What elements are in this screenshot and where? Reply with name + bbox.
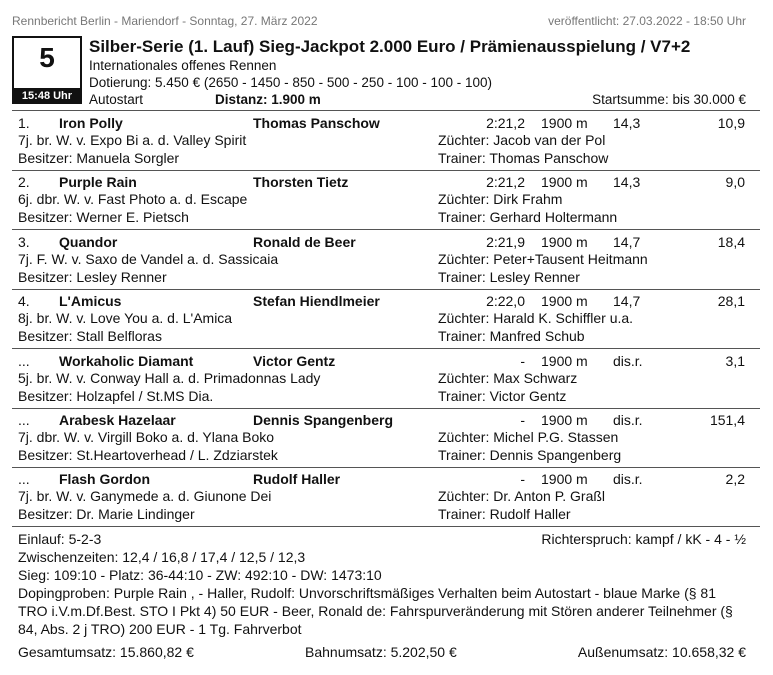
entry-breeder: Züchter: Jacob van der Pol [438, 132, 606, 148]
entry-odds: 18,4 [717, 233, 745, 250]
entry-time: 2:22,0 [486, 293, 525, 310]
dopingproben-line-1: Dopingproben: Purple Rain , - Haller, Rudolf: Unvorschriftsmäßiges Verhalten beim Autostart - blaue Marke (§ 81 [18, 585, 717, 601]
entry-distance: 1900 m [541, 471, 588, 488]
report-header-right: veröffentlicht: 27.03.2022 - 18:50 Uhr [548, 14, 746, 28]
result-entry [12, 111, 760, 170]
entry-owner: Besitzer: Werner E. Pietsch [18, 209, 189, 226]
entry-time: - [520, 471, 525, 488]
richterspruch: Richterspruch: kampf / kK - 4 - ½ [541, 531, 746, 547]
entry-driver: Rudolf Haller [253, 471, 341, 488]
entry-trainer: Trainer: Thomas Panschow [438, 150, 609, 166]
entry-driver: Victor Gentz [253, 352, 336, 369]
entry-driver: Dennis Spangenberg [253, 412, 394, 428]
entry-place: ... [18, 471, 30, 488]
entry-pedigree: 5j. br. W. v. Conway Hall a. d. Primadonnas Lady [18, 369, 321, 386]
entry-odds: 151,4 [709, 412, 745, 428]
entry-distance: 1900 m [541, 293, 588, 310]
entry-km-time: 14,3 [613, 174, 641, 191]
entry-horse: L'Amicus [59, 293, 122, 310]
entry-pedigree: 7j. dbr. W. v. Virgill Boko a. d. Ylana Boko [18, 429, 275, 445]
entry-breeder: Züchter: Dirk Frahm [438, 191, 563, 208]
entry-breeder: Züchter: Dr. Anton P. Graßl [438, 488, 606, 505]
entry-place: 1. [18, 115, 30, 131]
entry-trainer: Trainer: Rudolf Haller [438, 506, 571, 523]
entry-trainer: Trainer: Manfred Schub [438, 328, 585, 345]
entry-place: 3. [18, 233, 30, 250]
entry-breeder: Züchter: Michel P.G. Stassen [438, 429, 619, 445]
entry-horse: Workaholic Diamant [59, 352, 194, 369]
entry-place: ... [18, 352, 30, 369]
race-time: 15:48 Uhr [12, 88, 82, 104]
entry-km-time: dis.r. [613, 352, 643, 369]
entry-driver: Thorsten Tietz [253, 174, 349, 191]
entry-pedigree: 7j. F. W. v. Saxo de Vandel a. d. Sassicaia [18, 250, 279, 267]
result-entry [12, 467, 760, 526]
entry-distance: 1900 m [541, 115, 588, 131]
entry-odds: 3,1 [725, 352, 745, 369]
race-distance: Distanz: 1.900 m [215, 92, 321, 107]
entry-pedigree: 6j. dbr. W. v. Fast Photo a. d. Escape [18, 191, 248, 208]
entry-owner: Besitzer: Manuela Sorgler [18, 150, 180, 166]
result-entry [12, 230, 760, 289]
race-dotierung: Dotierung: 5.450 € (2650 - 1450 - 850 - 500 - 250 - 100 - 100 - 100) [89, 75, 493, 90]
entry-trainer: Trainer: Dennis Spangenberg [438, 447, 622, 463]
entry-pedigree: 8j. br. W. v. Love You a. d. L'Amica [18, 310, 233, 327]
dopingproben-line-2: TRO i.V.m.Df.Best. STO I Pkt 4) 50 EUR - Beer, Ronald de: Fahrspurveränderung mit Stören anderer Teilnehmer (§ [18, 603, 733, 619]
entry-horse: Iron Polly [59, 115, 123, 131]
entry-time: 2:21,9 [486, 233, 525, 250]
entry-horse: Flash Gordon [59, 471, 150, 488]
entry-time: - [520, 412, 525, 428]
race-number-badge [12, 36, 82, 104]
entry-horse: Quandor [59, 233, 118, 250]
race-start-type: Autostart [89, 92, 144, 107]
entry-time: 2:21,2 [486, 115, 525, 131]
entry-distance: 1900 m [541, 233, 588, 250]
result-entry [12, 289, 760, 348]
divider [12, 526, 760, 527]
entry-odds: 9,0 [725, 174, 745, 191]
einlauf: Einlauf: 5-2-3 [18, 531, 102, 547]
race-number: 5 [39, 42, 55, 73]
entry-owner: Besitzer: Stall Belfloras [18, 328, 162, 345]
entry-trainer: Trainer: Lesley Renner [438, 268, 580, 285]
entry-odds: 28,1 [717, 293, 745, 310]
result-entry [12, 349, 760, 408]
entry-km-time: dis.r. [613, 471, 643, 488]
entry-breeder: Züchter: Harald K. Schiffler u.a. [438, 310, 634, 327]
entry-driver: Thomas Panschow [253, 115, 380, 131]
quoten: Sieg: 109:10 - Platz: 36-44:10 - ZW: 492:10 - DW: 1473:10 [18, 567, 382, 583]
entry-km-time: 14,7 [613, 293, 641, 310]
report-header-left: Rennbericht Berlin - Mariendorf - Sonntag, 27. März 2022 [12, 14, 318, 28]
entry-pedigree: 7j. br. W. v. Expo Bi a. d. Valley Spirit [18, 132, 247, 148]
entry-horse: Purple Rain [59, 174, 137, 191]
entry-trainer: Trainer: Victor Gentz [438, 387, 567, 404]
entry-place: 2. [18, 174, 30, 191]
entry-owner: Besitzer: Dr. Marie Lindinger [18, 506, 195, 523]
zwischenzeiten: Zwischenzeiten: 12,4 / 16,8 / 17,4 / 12,5 / 12,3 [18, 549, 306, 565]
race-type: Internationales offenes Rennen [89, 58, 277, 73]
entry-horse: Arabesk Hazelaar [59, 412, 176, 428]
entry-breeder: Züchter: Max Schwarz [438, 369, 578, 386]
entry-time: 2:21,2 [486, 174, 525, 191]
entry-distance: 1900 m [541, 352, 588, 369]
entry-distance: 1900 m [541, 412, 588, 428]
entry-owner: Besitzer: Holzapfel / St.MS Dia. [18, 387, 214, 404]
entry-odds: 2,2 [725, 471, 745, 488]
entry-km-time: 14,7 [613, 233, 641, 250]
entry-km-time: dis.r. [613, 412, 643, 428]
gesamtumsatz: Gesamtumsatz: 15.860,82 € [18, 644, 194, 660]
result-entry [12, 170, 760, 229]
dopingproben-line-3: 84, Abs. 2 j TRO) 200 EUR - 1 Tg. Fahrverbot [18, 621, 302, 637]
entry-driver: Ronald de Beer [253, 233, 356, 250]
entry-place: ... [18, 412, 30, 428]
race-startsumme: Startsumme: bis 30.000 € [592, 92, 746, 107]
entry-trainer: Trainer: Gerhard Holtermann [438, 209, 618, 226]
bahnumsatz: Bahnumsatz: 5.202,50 € [305, 644, 457, 660]
entry-pedigree: 7j. br. W. v. Ganymede a. d. Giunone Dei [18, 488, 272, 505]
entry-owner: Besitzer: St.Heartoverhead / L. Zdziarstek [18, 447, 278, 463]
result-entry [12, 408, 760, 467]
entry-place: 4. [18, 293, 30, 310]
aussenumsatz: Außenumsatz: 10.658,32 € [577, 644, 746, 660]
entry-km-time: 14,3 [613, 115, 641, 131]
entry-breeder: Züchter: Peter+Tausent Heitmann [438, 250, 648, 267]
race-title: Silber-Serie (1. Lauf) Sieg-Jackpot 2.000 Euro / Prämienausspielung / V7+2 [89, 37, 691, 56]
entry-owner: Besitzer: Lesley Renner [18, 268, 167, 285]
entry-odds: 10,9 [717, 115, 745, 131]
entry-distance: 1900 m [541, 174, 588, 191]
entry-driver: Stefan Hiendlmeier [253, 293, 380, 310]
entry-time: - [520, 352, 525, 369]
